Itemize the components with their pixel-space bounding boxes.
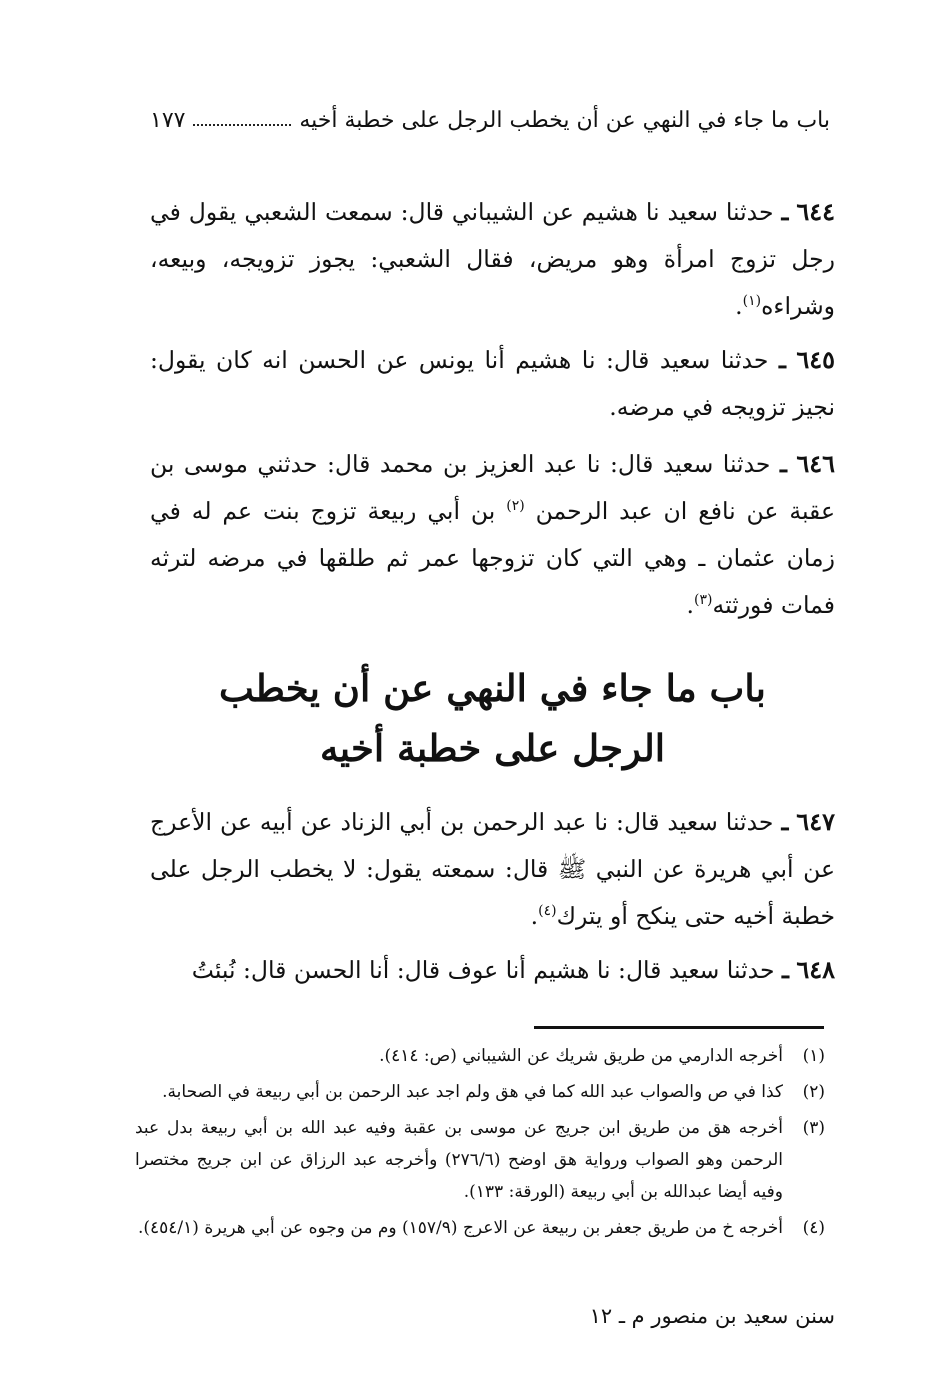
footnote-number: (٣) [802,1118,825,1138]
hadith-dash: ـ [778,346,786,374]
hadith-text: حدثنا سعيد نا هشيم عن الشيباني قال: سمعت الشعبي يقول في رجل تزوج امرأة وهو مريض، فقال الشعبي: يجوز تزويجه، وبيعه، وشراءه [150,198,835,320]
hadith-number: ٦٤٤ [796,197,835,226]
footnote-ref: (٢) [506,498,525,515]
signature-line: سنن سعيد بن منصور م ـ ١٢ [589,1304,835,1328]
running-header [150,100,830,140]
page-number: ١٧٧ [150,107,186,133]
footnote-number: (١) [802,1046,825,1066]
hadith-text: حدثنا سعيد قال: نا عبد الرحمن بن أبي الزناد عن أبيه عن الأعرج عن أبي هريرة عن النبي ﷺ قال: سمعته يقول: لا يخطب الرجل على خطبة أخيه حتى ينكح أو يترك [150,808,835,930]
hadith-text: حدثنا سعيد قال: نا هشيم أنا يونس عن الحسن انه كان يقول: نجيز تزويجه في مرضه [150,346,835,421]
hadith-number: ٦٤٦ [796,449,835,478]
hadith-end: . [530,902,539,930]
hadith-number: ٦٤٥ [796,345,835,374]
footnote-number: (٢) [802,1082,825,1102]
footnotes [135,1040,825,1248]
footnote-text: كذا في ص والصواب عبد الله كما في هق ولم اجد عبد الرحمن بن أبي ربيعة في الصحابة. [162,1082,783,1102]
footnote-item [135,1076,825,1108]
hadith-text: حدثنا سعيد قال: نا هشيم أنا عوف قال: أنا الحسن قال: نُبئتُ [191,956,775,984]
hadith-end: . [735,292,743,320]
footnote-text: أخرجه هق من طريق ابن جريج عن موسى بن عقبة وفيه عبد الله بن أبي ربيعة بدل عبد الرحمن وهو الصواب ورواية هق اوضح (٢٧٦/٦) وأخرجه عبد الرزاق عن ابن جريج مختصرا وفيه أيضا عبدالله بن أبي ربيعة (الورقة: ١٣٣). [135,1118,783,1202]
hadith-number: ٦٤٨ [796,955,835,984]
hadith-644 [150,188,835,330]
hadith-text-part1: حدثنا سعيد قال: نا عبد العزيز بن محمد قال: حدثني موسى بن عقبة عن نافع ان عبد الرحمن [150,450,835,525]
footnote-number: (٤) [802,1218,825,1238]
hadith-646 [150,440,835,629]
footnote-item [135,1040,825,1072]
footnote-ref: (١) [742,293,762,310]
hadith-dash: ـ [779,450,787,478]
hadith-645 [150,336,835,431]
footnote-text: أخرجه الدارمي من طريق شريك عن الشيباني (ص: ٤١٤). [379,1046,783,1066]
footnote-item [135,1112,825,1208]
hadith-end: . [609,393,617,421]
section-heading-line: باب ما جاء في النهي عن أن يخطب [219,666,766,710]
running-header-title: باب ما جاء في النهي عن أن يخطب الرجل على خطبة أخيه [299,107,830,133]
section-heading-line: الرجل على خطبة أخيه [319,726,666,770]
hadith-647 [150,798,835,940]
footnote-divider [534,1026,824,1029]
hadith-end: . [686,591,694,619]
hadith-text-part2: بن أبي ربيعة تزوج بنت عم له في زمان عثمان ـ وهي التي كان تزوجها عمر ثم طلقها في مرضه لترثه فمات فورثته [150,497,835,619]
hadith-number: ٦٤٧ [796,807,835,836]
hadith-648 [150,946,835,994]
footnote-ref: (٣) [694,592,713,609]
footnote-text: أخرجه خ من طريق جعفر بن ربيعة عن الاعرج (١٥٧/٩) وم من وجوه عن أبي هريرة (٤٥٤/١). [137,1218,783,1238]
footnote-ref: (٤) [538,903,557,920]
leader-dots [193,124,291,126]
hadith-dash: ـ [781,198,789,226]
hadith-dash: ـ [781,956,789,984]
hadith-dash: ـ [781,808,789,836]
footnote-item [135,1212,825,1244]
section-heading [150,658,835,778]
